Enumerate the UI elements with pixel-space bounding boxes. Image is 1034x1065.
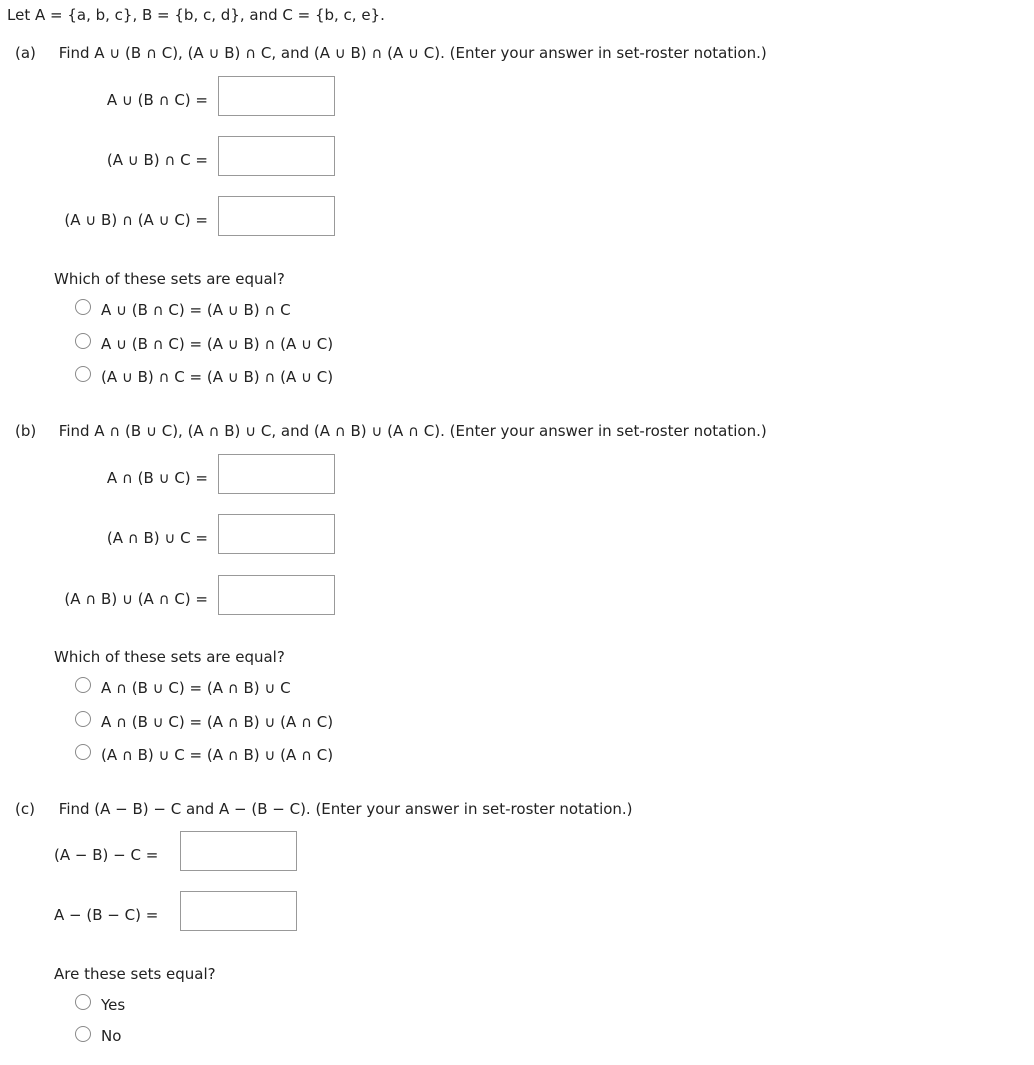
part-b-answer-1-input[interactable]: [218, 454, 335, 494]
part-a-option-1-label: A ∪ (B ∩ C) = (A ∪ B) ∩ C: [101, 301, 291, 319]
part-c-answer-2-input[interactable]: [180, 891, 297, 931]
part-c-option-yes-label: Yes: [101, 996, 126, 1014]
part-b-option-1-radio[interactable]: [75, 677, 91, 693]
part-b-answer-3-input[interactable]: [218, 575, 335, 615]
part-c-question: Are these sets equal?: [54, 965, 216, 983]
problem-intro: Let A = {a, b, c}, B = {b, c, d}, and C = {b, c, e}.: [7, 6, 385, 24]
part-c-label: (c): [15, 800, 35, 818]
part-c-header: [15, 800, 633, 818]
part-b-header: [15, 422, 767, 440]
part-a-question: Which of these sets are equal?: [54, 270, 285, 288]
part-a-input-1-label: A ∪ (B ∩ C) =: [106, 91, 208, 109]
part-b-label: (b): [15, 422, 37, 440]
part-a-input-2-label: (A ∪ B) ∩ C =: [106, 151, 208, 169]
part-a-option-2-label: A ∪ (B ∩ C) = (A ∪ B) ∩ (A ∪ C): [101, 335, 334, 353]
part-a-label: (a): [15, 44, 36, 62]
part-b-input-1-label: A ∩ (B ∪ C) =: [106, 469, 208, 487]
part-c-input-1-label: (A − B) − C =: [54, 846, 159, 864]
part-c-option-no-label: No: [101, 1027, 122, 1045]
part-a-option-3-label: (A ∪ B) ∩ C = (A ∪ B) ∩ (A ∪ C): [101, 368, 334, 386]
part-b-option-2-radio[interactable]: [75, 711, 91, 727]
part-a-answer-3-input[interactable]: [218, 196, 335, 236]
part-b-question: Which of these sets are equal?: [54, 648, 285, 666]
part-c-answer-1-input[interactable]: [180, 831, 297, 871]
part-a-prompt: Find A ∪ (B ∩ C), (A ∪ B) ∩ C, and (A ∪ B) ∩ (A ∪ C). (Enter your answer in set-roster notation.): [58, 44, 767, 62]
part-a-answer-1-input[interactable]: [218, 76, 335, 116]
part-a-header: [15, 44, 767, 62]
part-b-option-2-label: A ∩ (B ∪ C) = (A ∩ B) ∪ (A ∩ C): [101, 713, 334, 731]
part-c-prompt: Find (A − B) − C and A − (B − C). (Enter your answer in set-roster notation.): [58, 800, 633, 818]
part-b-option-3-label: (A ∩ B) ∪ C = (A ∩ B) ∪ (A ∩ C): [101, 746, 334, 764]
part-b-option-1-label: A ∩ (B ∪ C) = (A ∩ B) ∪ C: [101, 679, 291, 697]
part-a-answer-2-input[interactable]: [218, 136, 335, 176]
part-c-option-no-radio[interactable]: [75, 1026, 91, 1042]
part-b-option-3-radio[interactable]: [75, 744, 91, 760]
part-b-answer-2-input[interactable]: [218, 514, 335, 554]
part-b-input-2-label: (A ∩ B) ∪ C =: [106, 529, 208, 547]
part-b-prompt: Find A ∩ (B ∪ C), (A ∩ B) ∪ C, and (A ∩ B) ∪ (A ∩ C). (Enter your answer in set-roster notation.): [58, 422, 767, 440]
part-a-option-2-radio[interactable]: [75, 333, 91, 349]
part-b-input-3-label: (A ∩ B) ∪ (A ∩ C) =: [64, 590, 208, 608]
part-a-option-1-radio[interactable]: [75, 299, 91, 315]
part-a-option-3-radio[interactable]: [75, 366, 91, 382]
part-a-input-3-label: (A ∪ B) ∩ (A ∪ C) =: [64, 211, 208, 229]
part-c-option-yes-radio[interactable]: [75, 994, 91, 1010]
part-c-input-2-label: A − (B − C) =: [54, 906, 159, 924]
